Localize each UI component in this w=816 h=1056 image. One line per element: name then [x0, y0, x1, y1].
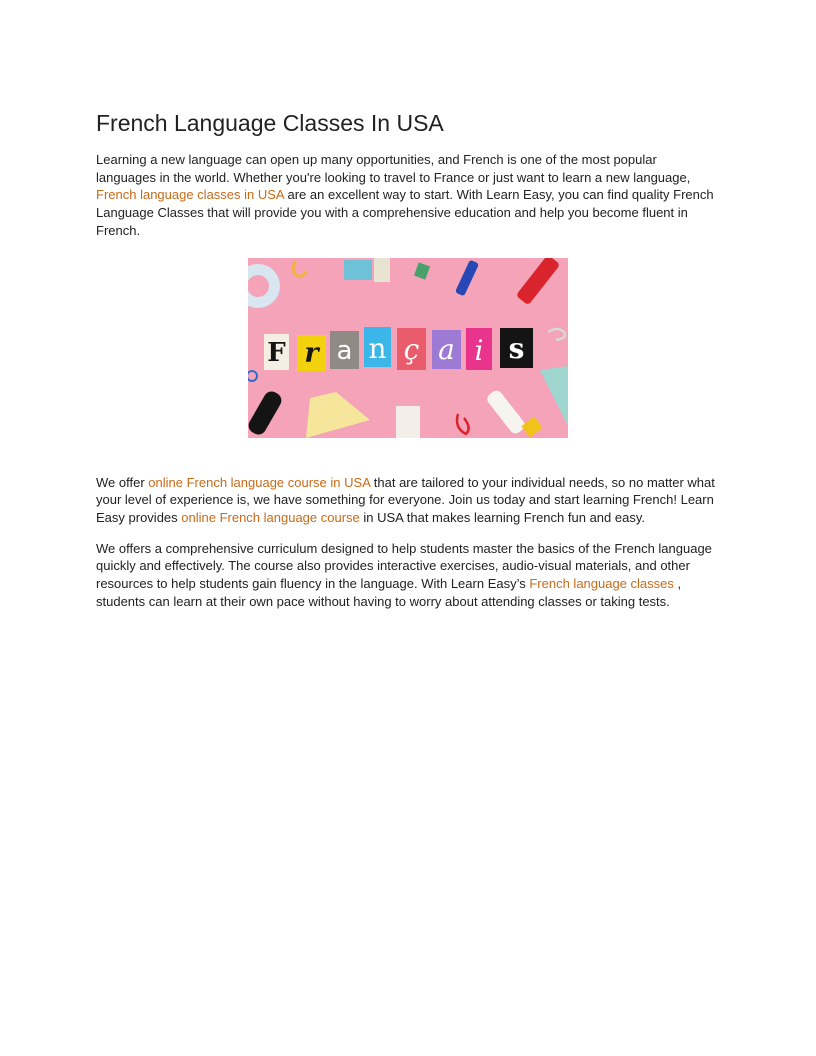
letter-card-8	[500, 328, 533, 368]
letter-card-1	[264, 334, 289, 370]
page-title: French Language Classes In USA	[96, 110, 444, 136]
offer-text-3: in USA that makes learning French fun and easy.	[359, 509, 645, 525]
svg-text:F: F	[267, 337, 286, 368]
curriculum-text-2: , students can learn at their own pace without having to worry about attending classes or taking tests.	[96, 576, 682, 609]
offer-text-1: We offer	[96, 474, 149, 490]
letter-card-5	[397, 328, 426, 370]
svg-text:r: r	[304, 337, 319, 369]
online-course-usa-link[interactable]: online French language course in USA	[148, 474, 371, 490]
offer-text-2: that are tailored to your individual needs, so no matter what your level of experience is, we have something for everyone. Join us today and start learning French! Learn Easy provides	[96, 474, 715, 525]
svg-text:i: i	[474, 333, 484, 367]
online-course-link[interactable]: online French language course	[181, 509, 360, 525]
svg-text:ç: ç	[403, 332, 420, 366]
curriculum-paragraph	[96, 540, 716, 611]
offer-paragraph	[96, 474, 716, 527]
intro-text-2: are an excellent way to start. With Learn Easy, you can find quality French Language Classes that will provide you with a comprehensive education and help you become fluent in French.	[96, 187, 714, 238]
curriculum-text-1: We offers a comprehensive curriculum designed to help students master the basics of the French language quickly and effectively. The course also provides interactive exercises, audio-visual materials, and other resources to help students gain fluency in the language. With Learn Easy’s	[96, 540, 712, 592]
svg-text:s: s	[508, 331, 525, 365]
eraser-white	[396, 406, 420, 438]
french-classes-usa-link[interactable]: French language classes in USA	[96, 187, 284, 203]
eraser-top	[374, 258, 390, 282]
intro-paragraph	[96, 151, 716, 240]
french-classes-link[interactable]: French language classes	[529, 576, 674, 592]
svg-text:a: a	[438, 332, 455, 366]
intro-text-1: Learning a new language can open up many opportunities, and French is one of the most popular languages in the world. Whether you're looking to travel to France or just want to learn a new language,	[96, 152, 691, 185]
letter-card-4	[364, 327, 391, 367]
francais-illustration	[248, 258, 568, 438]
letter-card-6	[432, 330, 461, 369]
letter-card-2	[297, 335, 326, 371]
svg-text:n: n	[368, 331, 387, 365]
binder-clip	[344, 260, 372, 280]
letter-card-7	[466, 328, 492, 370]
article	[96, 108, 716, 610]
letter-card-3	[330, 331, 359, 369]
svg-text:a: a	[336, 335, 353, 366]
